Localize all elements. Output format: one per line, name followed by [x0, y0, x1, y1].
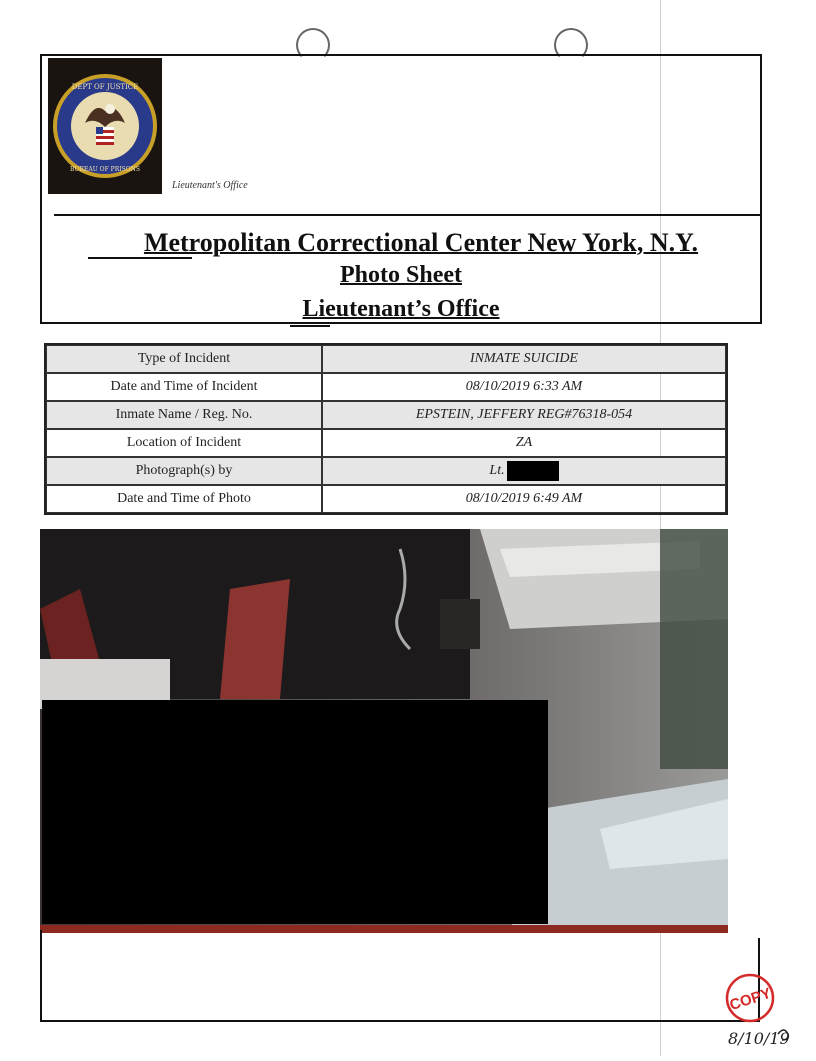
table-row [46, 401, 726, 429]
row-value-text: ZA [515, 435, 533, 450]
row-value-text: Lt. [489, 463, 505, 479]
header-box [40, 54, 762, 324]
copy-stamp [722, 968, 798, 1056]
incident-table-body [46, 345, 726, 513]
row-label: Date and Time of Photo [46, 485, 322, 513]
row-label: Photograph(s) by [46, 457, 322, 485]
office-title: Lieutenant’s Office [302, 296, 500, 322]
copy-stamp-graphic [722, 968, 798, 1056]
row-value-text: 08/10/2019 6:49 AM [465, 491, 583, 506]
row-value-text: INMATE SUICIDE [470, 351, 578, 366]
row-value-text: EPSTEIN, JEFFERY REG#76318-054 [415, 407, 633, 422]
table-row [46, 373, 726, 401]
table-row [46, 345, 726, 373]
svg-text:COPY: COPY [727, 984, 774, 1015]
row-value [322, 345, 726, 373]
row-label: Location of Incident [46, 429, 322, 457]
row-label: Type of Incident [46, 345, 322, 373]
sheet-title: Photo Sheet [340, 262, 462, 288]
seal-graphic [50, 71, 160, 181]
row-value [322, 429, 726, 457]
table-row [46, 485, 726, 513]
row-value-text: 08/10/2019 6:33 AM [465, 379, 583, 394]
doj-bop-seal-icon [48, 58, 162, 194]
svg-text:BUREAU OF PRISONS: BUREAU OF PRISONS [70, 166, 140, 173]
row-value [322, 373, 726, 401]
svg-text:DEPT OF JUSTICE: DEPT OF JUSTICE [71, 83, 139, 91]
row-value [322, 401, 726, 429]
header-divider [54, 214, 760, 216]
svg-text:8/10/19: 8/10/19 [728, 1029, 790, 1048]
photo-redaction-box [42, 700, 548, 924]
page-frame-bottom [40, 1020, 760, 1022]
office-underline-lead [290, 325, 330, 327]
row-value [322, 457, 726, 485]
facility-title: Metropolitan Correctional Center New York, N.Y. [143, 228, 699, 257]
row-label: Inmate Name / Reg. No. [46, 401, 322, 429]
page-frame-left [40, 930, 42, 1022]
table-row [46, 457, 726, 485]
row-label: Date and Time of Incident [46, 373, 322, 401]
incident-info-table [44, 343, 728, 515]
office-caption: Lieutenant's Office [172, 180, 248, 191]
table-row [46, 429, 726, 457]
redaction-box [507, 461, 559, 481]
row-value [322, 485, 726, 513]
